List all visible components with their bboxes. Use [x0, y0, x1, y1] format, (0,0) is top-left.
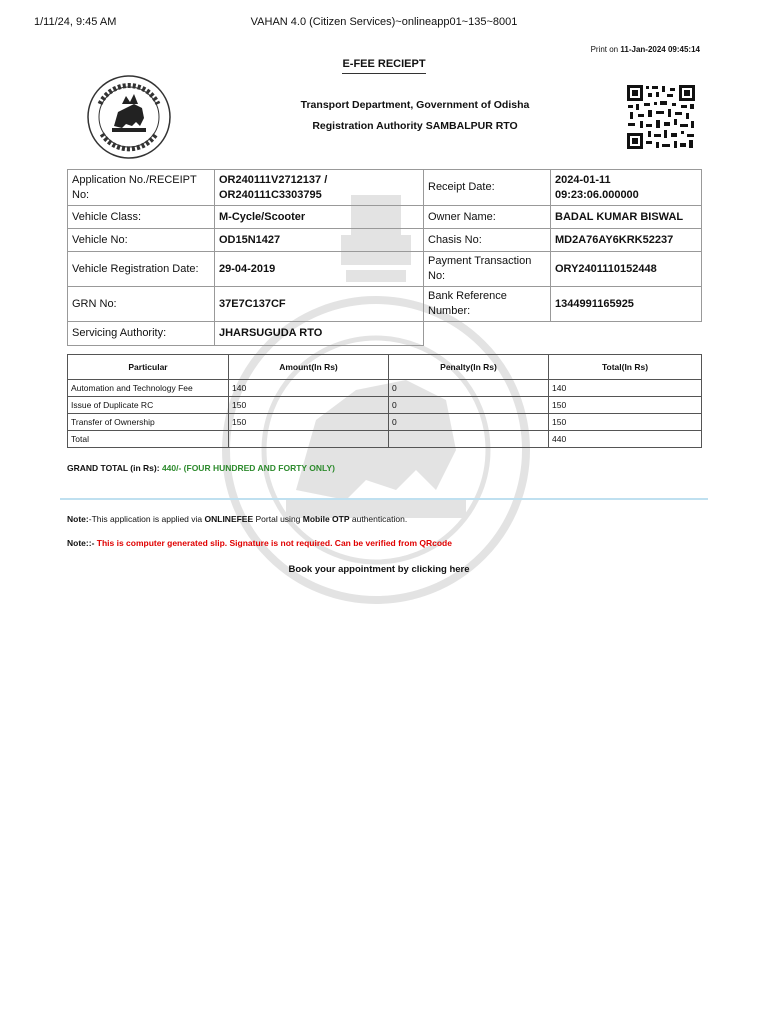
grand-total-label: GRAND TOTAL (in Rs): — [67, 463, 160, 473]
note-warning-text: This is computer generated slip. Signature is not required. Can be verified from QRcode — [96, 538, 452, 548]
vehicle-no-value: OD15N1427 — [215, 229, 424, 252]
table-row — [68, 170, 702, 206]
fee-penalty: 0 — [389, 414, 549, 431]
table-row — [68, 229, 702, 252]
table-row — [68, 287, 702, 322]
fee-header-row — [68, 355, 702, 380]
note-label: Note: — [67, 514, 89, 524]
empty-cell — [424, 322, 702, 346]
note-text: authentication. — [349, 514, 408, 524]
registration-date-label: Vehicle Registration Date: — [68, 252, 215, 287]
vehicle-info-table — [67, 169, 702, 346]
bank-reference-label: Bank Reference Number: — [424, 287, 551, 322]
owner-name-label: Owner Name: — [424, 206, 551, 229]
fee-total: 150 — [549, 397, 702, 414]
owner-name-value: BADAL KUMAR BISWAL — [551, 206, 702, 229]
department-heading: Transport Department, Government of Odisha — [300, 99, 530, 111]
receipt-number: OR240111C3303795 — [219, 188, 322, 201]
receipt-title — [0, 58, 768, 70]
application-label: Application No./RECEIPT No: — [68, 170, 215, 206]
fee-particular: Automation and Technology Fee — [68, 380, 229, 397]
application-number: OR240111V2712137 / — [219, 173, 328, 186]
grn-value: 37E7C137CF — [215, 287, 424, 322]
fee-penalty: 0 — [389, 397, 549, 414]
column-header: Amount(In Rs) — [229, 355, 389, 380]
table-row — [68, 414, 702, 431]
table-row — [68, 431, 702, 448]
note-otp — [67, 514, 407, 524]
print-label: Print on — [590, 45, 619, 54]
receipt-title-text: E-FEE RECIEPT — [342, 58, 425, 74]
fee-particular: Issue of Duplicate RC — [68, 397, 229, 414]
fee-amount: 150 — [229, 397, 389, 414]
payment-transaction-value: ORY2401110152448 — [551, 252, 702, 287]
table-row — [68, 397, 702, 414]
note-text: Portal using — [253, 514, 303, 524]
table-row — [68, 206, 702, 229]
odisha-emblem-logo — [86, 74, 172, 160]
note-separator: :- — [88, 538, 97, 548]
fee-amount — [229, 431, 389, 448]
browser-print-header — [0, 16, 768, 32]
bank-reference-value: 1344991165925 — [551, 287, 702, 322]
vehicle-class-label: Vehicle Class: — [68, 206, 215, 229]
authority-heading: Registration Authority SAMBALPUR RTO — [312, 120, 518, 132]
note-computer-generated — [67, 538, 452, 548]
note-text: -This application is applied via — [88, 514, 205, 524]
servicing-authority-label: Servicing Authority: — [68, 322, 215, 346]
chasis-no-value: MD2A76AY6KRK52237 — [551, 229, 702, 252]
receipt-date-label: Receipt Date: — [424, 170, 551, 206]
fee-total: 150 — [549, 414, 702, 431]
fee-total: 440 — [549, 431, 702, 448]
vehicle-class-value: M-Cycle/Scooter — [215, 206, 424, 229]
table-row — [68, 322, 702, 346]
fee-penalty: 0 — [389, 380, 549, 397]
table-row — [68, 380, 702, 397]
otp-method: Mobile OTP — [302, 514, 350, 524]
column-header: Total(In Rs) — [549, 355, 702, 380]
print-value: 11-Jan-2024 09:45:14 — [620, 45, 700, 54]
print-datetime: 1/11/24, 9:45 AM — [34, 16, 117, 28]
receipt-date: 2024-01-11 — [555, 173, 611, 186]
fee-amount: 150 — [229, 414, 389, 431]
receipt-date-value — [551, 170, 702, 206]
grand-total — [67, 463, 335, 473]
portal-name: ONLINEFEE — [204, 514, 254, 524]
payment-transaction-label: Payment Transaction No: — [424, 252, 551, 287]
fee-total: 140 — [549, 380, 702, 397]
qr-code — [626, 84, 696, 150]
grand-total-value: 440/- (FOUR HUNDRED AND FORTY ONLY) — [161, 463, 335, 473]
fee-particular: Transfer of Ownership — [68, 414, 229, 431]
print-timestamp — [591, 45, 700, 54]
chasis-no-label: Chasis No: — [424, 229, 551, 252]
divider — [60, 498, 708, 500]
registration-date-value: 29-04-2019 — [215, 252, 424, 287]
note-label: Note: — [67, 538, 89, 548]
vehicle-no-label: Vehicle No: — [68, 229, 215, 252]
receipt-time: 09:23:06.000000 — [555, 188, 639, 201]
fee-amount: 140 — [229, 380, 389, 397]
column-header: Penalty(In Rs) — [389, 355, 549, 380]
fee-penalty — [389, 431, 549, 448]
grn-label: GRN No: — [68, 287, 215, 322]
page-title: VAHAN 4.0 (Citizen Services)~onlineapp01~135~8001 — [250, 16, 518, 28]
application-value — [215, 170, 424, 206]
column-header: Particular — [68, 355, 229, 380]
fee-table — [67, 354, 702, 448]
servicing-authority-value: JHARSUGUDA RTO — [215, 322, 424, 346]
fee-particular: Total — [68, 431, 229, 448]
table-row — [68, 252, 702, 287]
book-appointment-link[interactable]: Book your appointment by clicking here — [288, 564, 470, 575]
